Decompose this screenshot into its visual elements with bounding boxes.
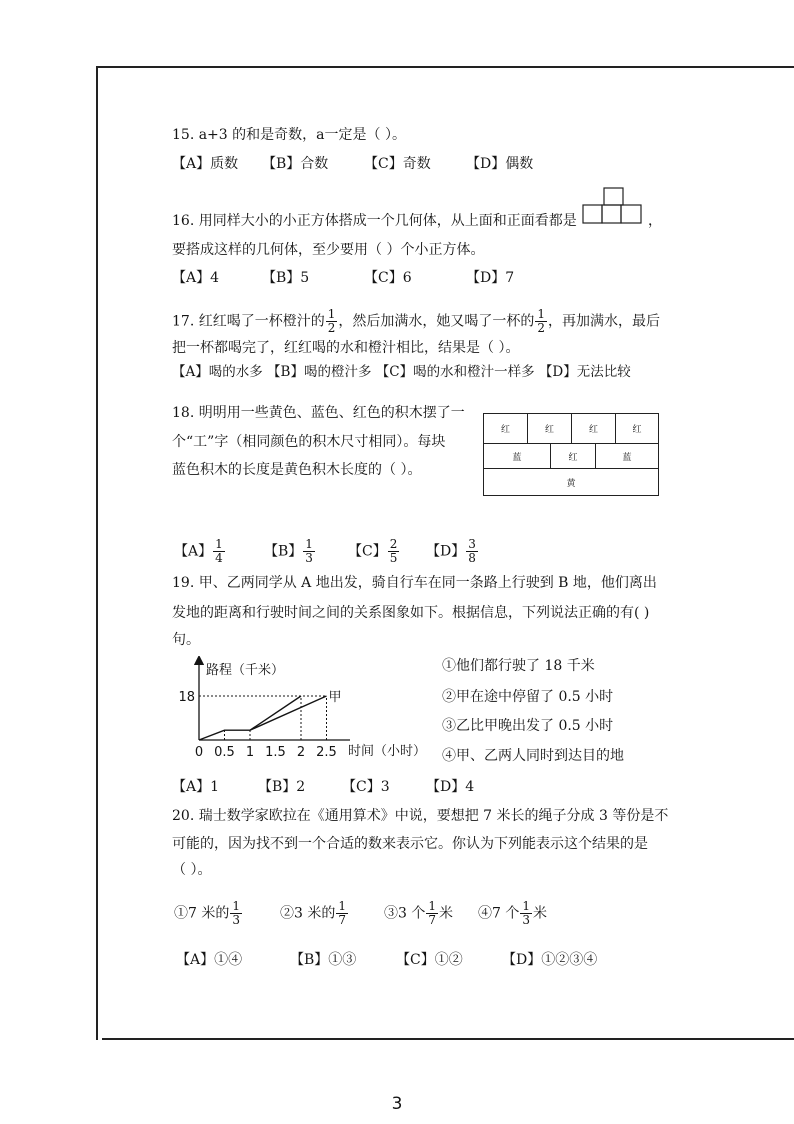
question-16-text-a: 16. 用同样大小的小正方体搭成一个几何体，从上面和正面看都是	[172, 213, 577, 229]
option-d[interactable]: 【D】偶数	[466, 156, 534, 172]
option-fraction	[466, 538, 478, 565]
fraction-numerator: 1	[215, 537, 223, 551]
fraction-numerator: 1	[305, 537, 313, 551]
distance-time-chart	[178, 656, 438, 772]
choice-4	[478, 900, 547, 927]
option-fraction	[213, 538, 225, 565]
block-red: 红	[527, 413, 572, 444]
x-tick-label: 0.5	[214, 745, 235, 760]
question-20-line-1: 20. 瑞士数学家欧拉在《通用算术》中说，要想把 7 米长的绳子分成 3 等份是不	[172, 808, 669, 824]
y-axis-label: 路程（千米）	[206, 663, 285, 678]
option-label: 【D】	[426, 543, 466, 560]
option-c[interactable]: 【C】6	[364, 270, 412, 286]
x-tick-label: 2	[296, 745, 306, 760]
page-border-left	[96, 66, 98, 1040]
option-b[interactable]: 【B】①③	[290, 952, 357, 968]
page-border-bottom	[102, 1038, 794, 1040]
choice-1	[174, 900, 243, 927]
series-line-1	[199, 696, 327, 740]
fraction-denominator: 4	[215, 551, 223, 565]
choice-fraction	[336, 900, 348, 927]
option-fraction	[388, 538, 400, 565]
fraction-numerator: 1	[428, 899, 436, 913]
choice-prefix: ④7 个	[478, 905, 520, 922]
block-red: 红	[483, 413, 528, 444]
choice-fraction	[230, 900, 242, 927]
question-20-line-3: （ ）。	[172, 862, 212, 878]
statement-4: ④甲、乙两人同时到达目的地	[442, 748, 624, 764]
x-tick-label: 2.5	[316, 745, 337, 760]
block-red: 红	[550, 443, 596, 469]
fraction-numerator: 2	[389, 537, 398, 551]
option-label: 【B】	[264, 543, 303, 560]
question-16-comma: ，	[648, 213, 662, 229]
fraction-numerator: 1	[327, 307, 336, 321]
option-a[interactable]: 【A】质数	[172, 156, 239, 172]
option-c[interactable]: 【C】奇数	[364, 156, 431, 172]
q17-text-part1: 17. 红红喝了一杯橙汁的	[172, 313, 325, 330]
option-label: 【A】	[174, 543, 213, 560]
series-label: 甲	[328, 690, 342, 705]
block-red: 红	[571, 413, 616, 444]
fraction-denominator: 3	[522, 913, 530, 927]
choice-prefix: ③3 个	[384, 905, 426, 922]
question-15-text: 15. a+3 的和是奇数，a一定是（ ）。	[172, 127, 406, 143]
fraction-denominator: 2	[537, 321, 545, 335]
choice-3	[384, 900, 453, 927]
question-20-line-2: 可能的，因为找不到一个合适的数来表示它。你认为下列能表示这个结果的是	[172, 836, 648, 852]
x-tick-label: 1.5	[265, 745, 286, 760]
question-17-line-2: 把一杯都喝完了，红红喝的水和橙汁相比，结果是（ ）。	[172, 340, 520, 356]
fraction-numerator: 1	[232, 899, 240, 913]
choice-fraction	[426, 900, 438, 927]
choice-prefix: ①7 米的	[174, 905, 230, 922]
page-border-top	[96, 66, 794, 68]
x-axis-label: 时间（小时）	[348, 744, 427, 759]
fraction-denominator: 8	[468, 551, 476, 565]
fraction-denominator: 3	[305, 551, 313, 565]
choice-suffix: 米	[439, 905, 453, 922]
q17-text-part2: ，然后加满水，她又喝了一杯的	[338, 313, 535, 330]
fraction-denominator: 7	[338, 913, 346, 927]
fraction-one-half	[326, 308, 338, 335]
question-18-line-3: 蓝色积木的长度是黄色积木长度的（ ）。	[172, 462, 422, 478]
block-yellow: 黄	[483, 468, 659, 496]
block-red: 红	[615, 413, 659, 444]
option-a[interactable]	[174, 538, 226, 565]
choice-2	[280, 900, 349, 927]
question-19-line-2: 发地的距离和行驶时间之间的关系图象如下。根据信息，下列说法正确的有( )	[172, 605, 650, 621]
fraction-denominator: 3	[232, 913, 240, 927]
choice-fraction	[520, 900, 532, 927]
option-d[interactable]: 【D】①②③④	[502, 952, 598, 968]
cube-view-figure	[580, 186, 646, 226]
block-gong-figure	[483, 413, 659, 496]
series-line-2	[250, 696, 301, 730]
fraction-numerator: 1	[522, 899, 530, 913]
fraction-denominator: 2	[327, 321, 336, 335]
x-tick-label: 1	[245, 745, 255, 760]
option-fraction	[303, 538, 315, 565]
question-19-line-1: 19. 甲、乙两同学从 A 地出发，骑自行车在同一条路上行驶到 B 地，他们离出	[172, 575, 657, 591]
question-18-line-1: 18. 明明用一些黄色、蓝色、红色的积木摆了一	[172, 405, 465, 421]
option-label: 【C】	[348, 543, 387, 560]
option-c[interactable]: 【C】①②	[396, 952, 463, 968]
block-blue: 蓝	[595, 443, 659, 469]
statement-2: ②甲在途中停留了 0.5 小时	[442, 689, 614, 705]
option-b[interactable]: 【B】5	[262, 270, 310, 286]
fraction-denominator: 5	[389, 551, 398, 565]
question-17-line-1	[172, 308, 660, 335]
q17-text-part3: ，再加满水，最后	[548, 313, 660, 330]
option-a[interactable]: 【A】①④	[176, 952, 243, 968]
fraction-numerator: 1	[537, 307, 545, 321]
choice-suffix: 米	[533, 905, 547, 922]
page-number: 3	[391, 1094, 403, 1114]
choice-prefix: ②3 米的	[280, 905, 336, 922]
y-tick-label: 18	[178, 690, 195, 705]
fraction-denominator: 7	[428, 913, 436, 927]
x-tick-label: 0	[194, 745, 204, 760]
question-19-line-3: 句。	[172, 632, 200, 648]
option-b[interactable]: 【B】合数	[262, 156, 329, 172]
fraction-numerator: 3	[468, 537, 476, 551]
option-a[interactable]: 【A】1	[172, 779, 220, 795]
statement-1: ①他们都行驶了 18 千米	[442, 658, 595, 674]
option-b[interactable]	[264, 538, 316, 565]
option-a[interactable]: 【A】4	[172, 270, 220, 286]
question-18-line-2: 个“工”字（相同颜色的积木尺寸相同）。每块	[172, 434, 446, 450]
option-d[interactable]	[426, 538, 479, 565]
option-b[interactable]: 【B】2	[258, 779, 306, 795]
fraction-one-half	[535, 308, 547, 335]
question-16-text-b: 要搭成这样的几何体，至少要用（ ）个小正方体。	[172, 242, 485, 258]
option-d[interactable]: 【D】4	[426, 779, 475, 795]
block-blue: 蓝	[483, 443, 551, 469]
option-c[interactable]: 【C】3	[342, 779, 390, 795]
fraction-numerator: 1	[338, 899, 346, 913]
option-c[interactable]	[348, 538, 400, 565]
statement-3: ③乙比甲晚出发了 0.5 小时	[442, 718, 614, 734]
question-17-options[interactable]: 【A】喝的水多 【B】喝的橙汁多 【C】喝的水和橙汁一样多 【D】无法比较	[172, 364, 631, 380]
option-d[interactable]: 【D】7	[466, 270, 515, 286]
